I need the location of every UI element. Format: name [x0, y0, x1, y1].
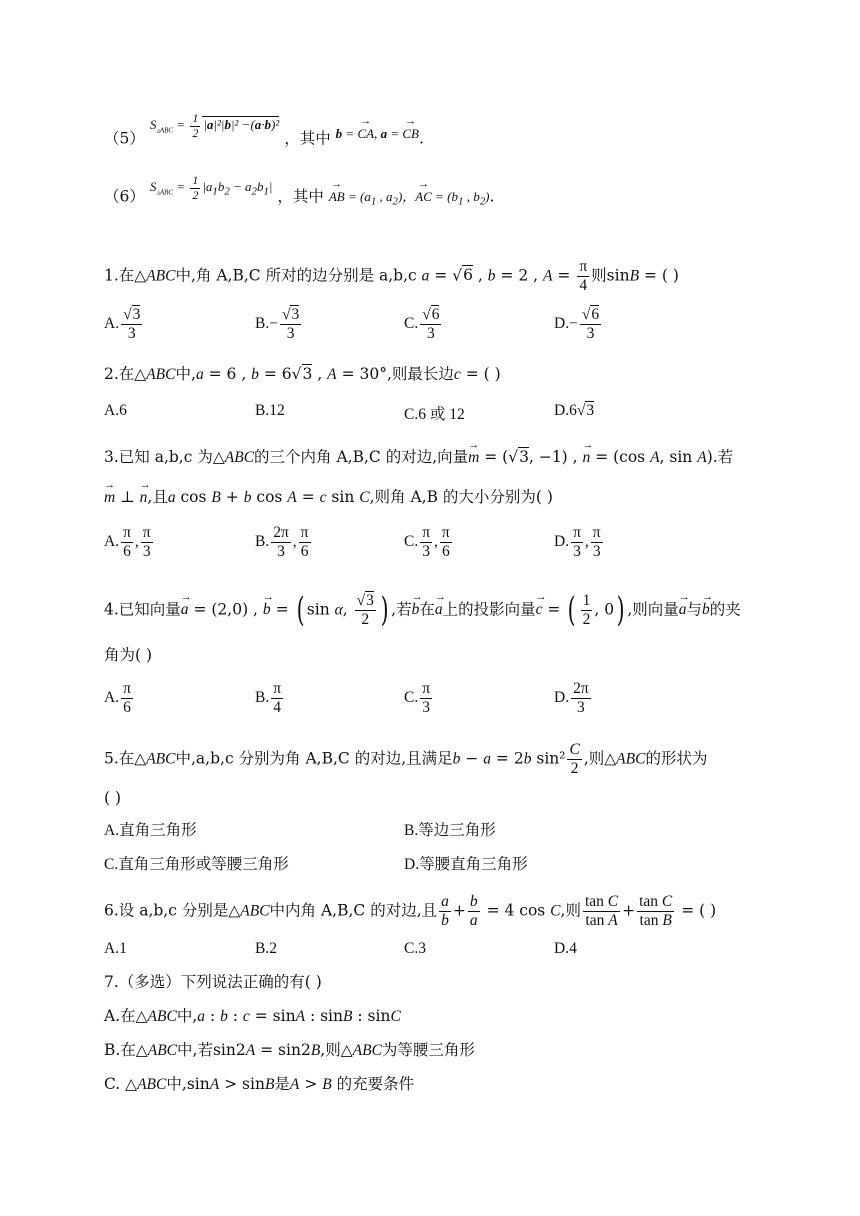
question-3-line-2: → m ⊥ → n,且a cos B + b cos A = c sin C,则角 A,B 的大小分别为( ): [104, 487, 553, 508]
q5-option-c: C.直角三角形或等腰三角形: [104, 856, 289, 873]
question-3-line-1: 3.已知 a,b,c 为△ABC的三个内角 A,B,C 的对边,向量→ m = (√3, −1) , → n = (cos A, sin A).若: [104, 447, 733, 468]
question-4-line-1: 4.已知向量→ a = (2,0) , → b = ( sin α, $\frac{√3}{2}$ ) ,若→ b在→ a上的投影向量→ c = ( $\frac{1}{2}$ , 0) ,则向量→ a与→ b的夹: [104, 592, 741, 629]
q3-option-c: C. $\frac{\pi}{3}$ , $\frac{\pi}{6}$: [404, 524, 450, 560]
question-4-line-2: 角为( ): [104, 646, 153, 664]
q2-option-b: B.12: [255, 402, 285, 419]
q4-option-a: A. $\frac{\pi}{6}$: [104, 680, 131, 716]
q5-option-b: B.等边三角形: [404, 822, 496, 839]
q7-option-a: A.在△ABC中,a : b : c = sinA : sinB : sinC: [104, 1007, 401, 1025]
q2-option-c: C.6 或 12: [404, 406, 465, 423]
q5-option-d: D.等腰直角三角形: [404, 856, 528, 873]
q3-option-a: A. $\frac{\pi}{6}$ , $\frac{\pi}{3}$: [104, 524, 151, 560]
formula-6-vectors: → AB = ($a_1$ , $a_2$)，→ AC = ($b_1$ , $b_2$): [329, 189, 490, 204]
question-7: 7.（多选）下列说法正确的有( ): [104, 973, 322, 991]
q2-option-d: D.6√3: [554, 402, 595, 419]
q2-option-a: A.6: [104, 402, 127, 419]
question-5-line-2: ( ): [104, 789, 122, 807]
question-1: 1.在△ABC中,角 A,B,C 所对的边分别是 a,b,c a = √6 , b = 2 , A = $\frac{\pi}{4}$ 则sinB = ( ): [104, 258, 679, 294]
question-2: 2.在△ABC中,a = 6 , b = 6√3 , A = 30°,则最长边c = ( ): [104, 365, 501, 383]
formula-6-label: （6）: [104, 187, 145, 206]
formula-6: （6） $^{S_{▵ABC} = \frac{1}{2} |a_1b_2 - a_2b_1|}$ ，其中 → AB = ($a_1$ , $a_2$)，→ AC = ($b_1$ , $b_2$).: [104, 184, 494, 213]
formula-6-expr: S▵ABC = 1 2 |a1b2 − a2b1|: [149, 173, 273, 202]
formula-5: （5） $^{S_{▵ABC} = \frac{1}{2} |a|^2|b|^2 -(a\cdot b)^2}$ ，其中 $^{b = \to CA, a = \to CB}$.: [104, 126, 424, 155]
q1-option-b: B.− $\frac{√3}{3}$: [255, 306, 300, 342]
q6-option-b: B.2: [255, 940, 277, 957]
q3-option-d: D. $\frac{\pi}{3}$ , $\frac{\pi}{3}$: [554, 524, 601, 560]
formula-6-where: ，其中: [277, 187, 324, 206]
q4-option-c: C. $\frac{\pi}{3}$: [404, 680, 431, 716]
q6-option-a: A.1: [104, 940, 127, 957]
formula-5-vectors: b = → CA, a = → CB: [336, 126, 419, 141]
q6-option-d: D.4: [554, 940, 577, 957]
formula-5-expr: S▵ABC = 1 2 |a|²|b|² −(a·b)²: [149, 111, 280, 140]
q1-option-a: A. $\frac{√3}{3}$: [104, 306, 141, 342]
q4-option-b: B. $\frac{\pi}{4}$: [255, 680, 282, 716]
q1-option-d: D.− $\frac{√6}{3}$: [554, 306, 600, 342]
q1-option-c: C. $\frac{√6}{3}$: [404, 306, 440, 342]
q4-option-d: D. $\frac{2\pi}{3}$: [554, 680, 589, 716]
formula-5-where: ，其中: [284, 129, 331, 148]
question-5-line-1: 5.在△ABC中,a,b,c 分别为角 A,B,C 的对边,且满足b − a = 2b sin² $\frac{C}{2}$ ,则△ABC的形状为: [104, 741, 708, 777]
q7-option-b: B.在△ABC中,若sin2A = sin2B,则△ABC为等腰三角形: [104, 1041, 475, 1059]
q3-option-b: B. $\frac{2\pi}{3}$ , $\frac{\pi}{6}$: [255, 524, 309, 560]
question-6: 6.设 a,b,c 分别是△ABC中内角 A,B,C 的对边,且 $\frac{a}{b}$ + $\frac{b}{a}$ = 4 cos C,则 $\frac{\text{tan C}}{\text{tan A}}$ + $\frac{\text{tan C}}{\text{tan B}}$ = ( ): [104, 893, 717, 929]
q5-option-a: A.直角三角形: [104, 822, 197, 839]
q7-option-c: C. △ABC中,sinA > sinB是A > B 的充要条件: [104, 1075, 415, 1093]
q6-option-c: C.3: [404, 940, 426, 957]
formula-5-label: （5）: [104, 129, 145, 148]
